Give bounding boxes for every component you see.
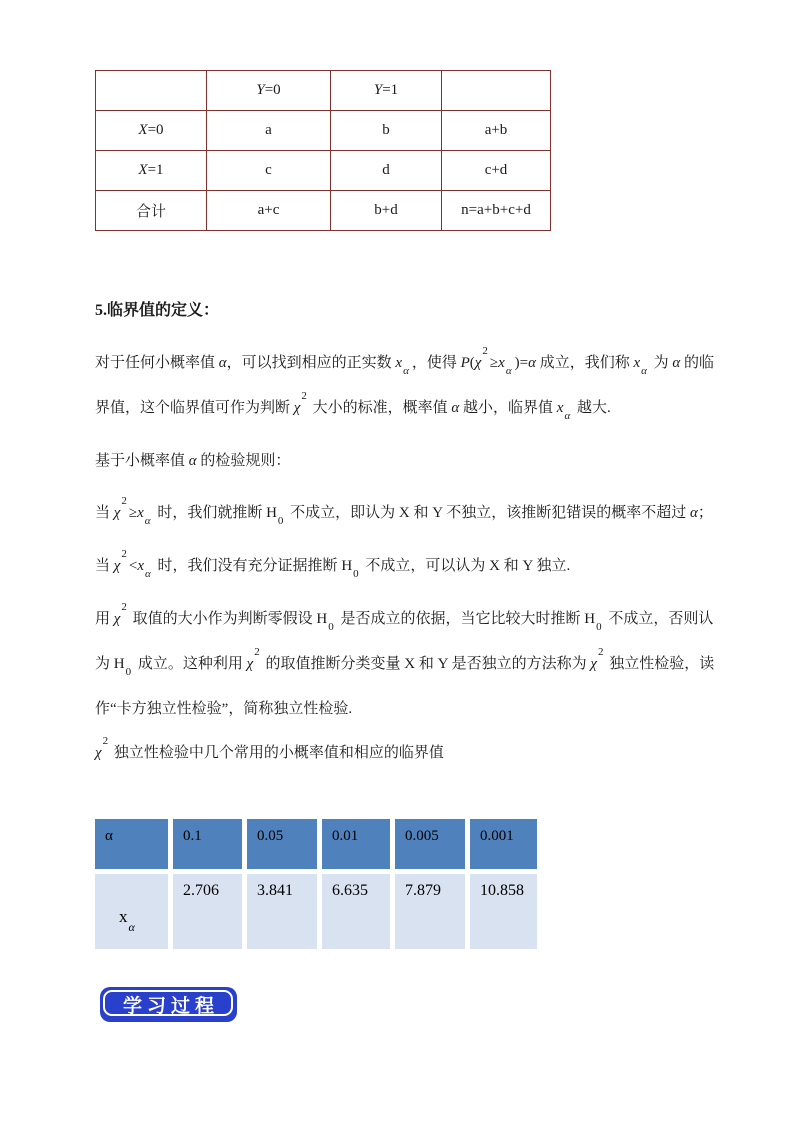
table-cell-a-plus-b: a+b — [442, 111, 551, 151]
table-cell-b-plus-d: b+d — [331, 191, 442, 231]
table-cell-b: b — [331, 111, 442, 151]
table-row — [96, 191, 551, 231]
table-cell-c-plus-d: c+d — [442, 151, 551, 191]
table-cell-c: c — [207, 151, 331, 191]
paragraph-critical-values-intro: $\chi^2$ 独立性检验中几个常用的小概率值和相应的临界值 — [95, 735, 444, 761]
crit-value-2.706: 2.706 — [173, 874, 242, 949]
paragraph-chi-square-usage: 用 $\chi^2$ 取值的大小作为判断零假设 $H_0$ 是否成立的依据，当它比较大时推断 $H_0$ 不成立，否则认为 $H_0$ 成立。这种利用 $\chi^2$ 的取值推断分类变量 X 和 Y 是否独立的方法称为 $\chi^2$ 独立性检验，读作“卡方独立性检验”，简称独立性检验. — [95, 601, 715, 717]
table-cell-a: a — [207, 111, 331, 151]
table-cell-d: d — [331, 151, 442, 191]
crit-header-alpha: α — [95, 819, 168, 869]
paragraph-critical-value-definition: 对于任何小概率值 α，可以找到相应的正实数 $x_\alpha$ ，使得 $P(\chi^2\ge x_\alpha$ )=α 成立，我们称 $x_\alpha$ 为 α 的临界值，这个临界值可作为判断 $\chi^2$ 大小的标准，概率值 α 越小，临界值 $x_\alpha$ 越大. — [95, 345, 715, 422]
crit-value-7.879: 7.879 — [395, 874, 465, 949]
table-cell-x0: X=0 — [96, 111, 207, 151]
table-row — [96, 71, 551, 111]
section-heading: 5.临界值的定义： — [95, 302, 220, 319]
crit-value-10.858: 10.858 — [470, 874, 537, 949]
crit-header-0.05: 0.05 — [247, 819, 317, 869]
crit-header-0.001: 0.001 — [470, 819, 537, 869]
table-cell-empty — [96, 71, 207, 111]
crit-header-0.005: 0.005 — [395, 819, 465, 869]
table-cell-n-total: n=a+b+c+d — [442, 191, 551, 231]
learning-process-badge-label: 学习过程 — [122, 996, 219, 1017]
table-cell-empty — [442, 71, 551, 111]
crit-header-0.01: 0.01 — [322, 819, 390, 869]
table-row — [96, 151, 551, 191]
table-row — [96, 111, 551, 151]
paragraph-rule-reject: 当 $\chi^2\ge x_\alpha$ 时，我们就推断 $H_0$ 不成立，即认为 X 和 Y 不独立，该推断犯错误的概率不超过 α； — [95, 495, 713, 527]
crit-row-label-x-alpha: $x_\alpha$ — [95, 874, 168, 949]
paragraph-test-rule-intro: 基于小概率值 α 的检验规则： — [95, 453, 291, 469]
crit-header-0.1: 0.1 — [173, 819, 242, 869]
table-cell-a-plus-c: a+c — [207, 191, 331, 231]
table-cell-total-label: 合计 — [96, 191, 207, 231]
table-cell-y1: Y=1 — [331, 71, 442, 111]
crit-value-3.841: 3.841 — [247, 874, 317, 949]
table-cell-y0: Y=0 — [207, 71, 331, 111]
table-cell-x1: X=1 — [96, 151, 207, 191]
critical-values-table — [95, 819, 537, 949]
contingency-table — [95, 70, 551, 231]
paragraph-rule-accept: 当 $\chi^2<x_\alpha$ 时，我们没有充分证据推断 $H_0$ 不成立，可以认为 X 和 Y 独立. — [95, 548, 571, 580]
learning-process-badge — [100, 987, 237, 1022]
crit-value-6.635: 6.635 — [322, 874, 390, 949]
